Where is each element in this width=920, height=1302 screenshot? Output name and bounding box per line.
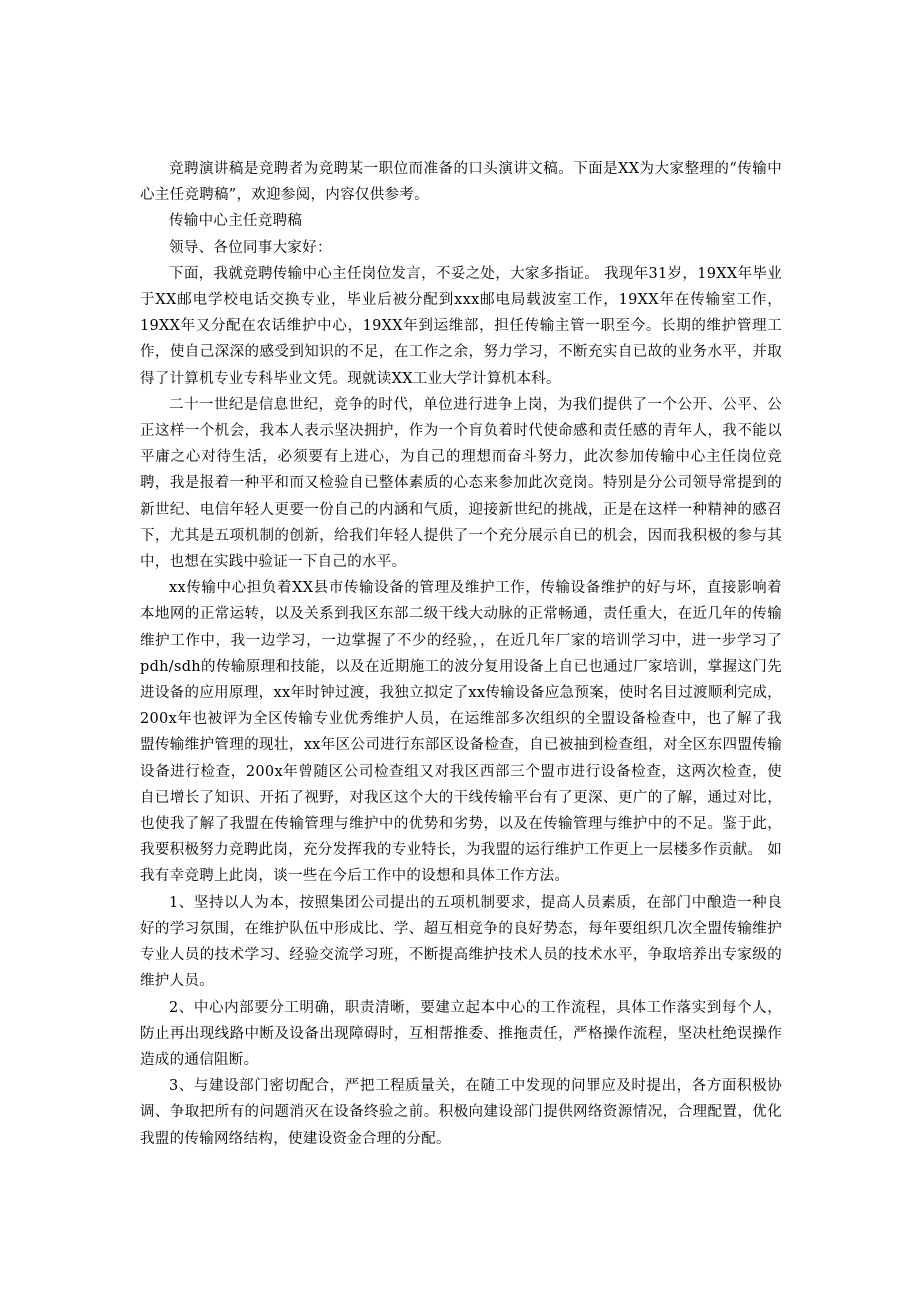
salutation: 领导、各位同事大家好： xyxy=(169,239,332,256)
plan-item-3: 3、与建设部门密切配合，严把工程质量关，在随工中发现的问罪应及时提出，各方面积极协调、争取把所有的问题消灭在设备终验之前。积极向建设部门提供网络资源情况，合理配置，优化我盟的传输网络结构，使建设资金合理的分配。 xyxy=(140,1078,782,1147)
document-title: 传输中心主任竞聘稿 xyxy=(169,213,303,230)
document-body xyxy=(140,156,782,1152)
body-paragraph-motivation: 二十一世纪是信息世纪，竞争的时代，单位进行进争上岗，为我们提供了一个公开、公平、公正这样一个机会，我本人表示坚决拥护，作为一个肓负着时代使命感和责任感的青年人，我不能以平庸之心对待生活，必须要有上进心，为自己的理想而奋斗努力，此次参加传输中心主任岗位竞聘，我是报着一种平和而又检验自已整体素质的心态来参加此次竞岗。特别是分公司领导常提到的新世纪、电信年轻人更要一份自己的内涵和气质，迎接新世纪的挑战，正是在这样一种精神的感召下，尤其是五项机制的创新，给我们年轻人提供了一个充分展示自已的机会，因而我积极的参与其中，也想在实践中验证一下自己的水平。 xyxy=(140,396,782,571)
plan-item-2: 2、中心内部要分工明确，职责清晰，要建立起本中心的工作流程，具体工作落实到每个人，防止再出现线路中断及设备出现障碍时，互相帮推委、推拖责任，严格操作流程，坚决杜绝误操作造成的通信阻断。 xyxy=(140,999,782,1068)
body-paragraph-experience: xx传输中心担负着XX县市传输设备的管理及维护工作，传输设备维护的好与坏，直接影响着本地网的正常运转，以及关系到我区东部二级干线大动脉的正常畅通，责任重大，在近几年的传输维护工作中，我一边学习，一边掌握了不少的经验，，在近几年厂家的培训学习中，进一步学习了pdh/sdh的传输原理和技能，以及在近期施工的波分复用设备上自已也通过厂家培训，掌握这门先进设备的应用原理，xx年时钟过渡，我独立拟定了xx传输设备应急预案，使时名目过渡顺利完成，200x年也被评为全区传输专业优秀维护人员，在运维部多次组织的全盟设备检查中，也了解了我盟传输维护管理的现壮，xx年区公司进行东部区设备检查，自已被抽到检查组，对全区东四盟传输设备进行检查，200x年曾随区公司检查组又对我区西部三个盟市进行设备检查，这两次检查，使自已增长了知识、开拓了视野，对我区这个大的干线传输平台有了更深、更广的了解，通过对比，也使我了解了我盟在传输管理与维护中的优势和劣势，以及在传输管理与维护中的不足。鉴于此，我要积极努力竞聘此岗，充分发挥我的专业特长，为我盟的运行维护工作更上一层楼多作贡献。 如我有幸竞聘上此岗，谈一些在今后工作中的设想和具体工作方法。 xyxy=(140,580,782,885)
intro-paragraph: 竞聘演讲稿是竞聘者为竞聘某一职位而准备的口头演讲文稿。下面是XX为大家整理的“传输中心主任竞聘稿”，欢迎参阅，内容仅供参考。 xyxy=(140,161,782,204)
plan-item-1: 1、坚持以人为本，按照集团公司提出的五项机制要求，提高人员素质，在部门中酿造一种良好的学习氛围，在维护队伍中形成比、学、超互相竞争的良好势态，每年要组织几次全盟传输维护专业人员的技术学习、经验交流学习班，不断提高维护技术人员的技术水平，争取培养出专家级的维护人员。 xyxy=(140,894,782,990)
body-paragraph-background: 下面，我就竞聘传输中心主任岗位发言，不妥之处，大家多指证。 我现年31岁，19XX年毕业于XX邮电学校电话交换专业，毕业后被分配到xxx邮电局载波室工作，19XX年在传输室工作，19XX年又分配在农话维护中心，19XX年到运维部，担任传输主管一职至今。长期的维护管理工作，使自己深深的感受到知识的不足，在工作之余，努力学习，不断充实自已故的业务水平，并取得了计算机专业专科毕业文凭。现就读XX工业大学计算机本科。 xyxy=(140,265,782,387)
